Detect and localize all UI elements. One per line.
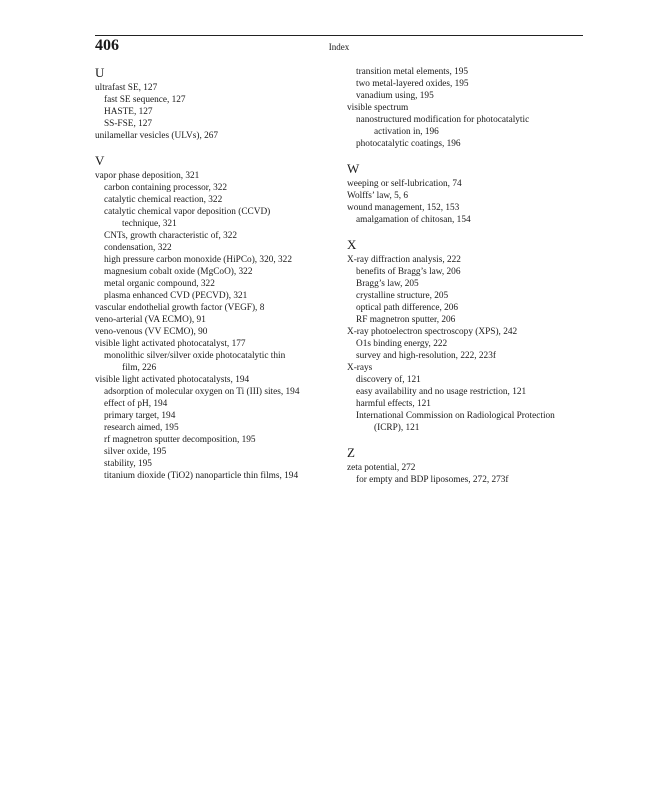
index-subentry: HASTE, 127 (104, 107, 153, 117)
index-subentry: crystalline structure, 205 (356, 291, 449, 301)
index-entry: unilamellar vesicles (ULVs), 267 (95, 131, 219, 141)
index-subentry: Bragg’s law, 205 (356, 279, 419, 289)
index-column-left (95, 66, 335, 494)
index-entry: veno-venous (VV ECMO), 90 (95, 327, 208, 337)
index-subentry: benefits of Bragg’s law, 206 (356, 267, 461, 277)
index-subentry: high pressure carbon monoxide (HiPCo), 320, 322 (104, 255, 292, 265)
index-entry: vascular endothelial growth factor (VEGF), 8 (95, 303, 265, 313)
index-subentry: fast SE sequence, 127 (104, 95, 186, 105)
index-subentry: titanium dioxide (TiO2) nanoparticle thin films, 194 (104, 471, 299, 481)
index-subentry: metal organic compound, 322 (104, 279, 215, 289)
index-entry: X-ray photoelectron spectroscopy (XPS), 242 (347, 327, 518, 337)
index-subentry-continuation: film, 226 (122, 363, 157, 373)
index-subentry: magnesium cobalt oxide (MgCoO), 322 (104, 267, 253, 277)
index-subentry: primary target, 194 (104, 411, 176, 421)
index-subentry: photocatalytic coatings, 196 (356, 139, 461, 149)
index-subentry-continuation: technique, 321 (122, 219, 177, 229)
index-section-v (95, 154, 335, 482)
index-subentry: research aimed, 195 (104, 423, 179, 433)
index-section-v-continued (347, 66, 587, 150)
index-subentry: nanostructured modification for photocatalytic (356, 115, 530, 125)
index-subentry: effect of pH, 194 (104, 399, 168, 409)
section-letter: X (347, 237, 357, 252)
index-entry: visible light activated photocatalyst, 177 (95, 339, 246, 349)
index-subentry: survey and high-resolution, 222, 223f (356, 351, 496, 361)
index-subentry: for empty and BDP liposomes, 272, 273f (356, 475, 509, 485)
index-section-w (347, 162, 587, 226)
index-entry: X-rays (347, 363, 373, 373)
index-subentry: catalytic chemical vapor deposition (CCVD) (104, 207, 271, 217)
index-entry: zeta potential, 272 (347, 463, 416, 473)
index-section-u (95, 66, 335, 142)
index-subentry: vanadium using, 195 (356, 91, 434, 101)
index-subentry: easy availability and no usage restriction, 121 (356, 387, 527, 397)
section-letter: W (347, 161, 360, 176)
index-column-right (347, 66, 587, 498)
index-subentry: rf magnetron sputter decomposition, 195 (104, 435, 256, 445)
index-subentry: harmful effects, 121 (356, 399, 431, 409)
index-subentry: two metal-layered oxides, 195 (356, 79, 469, 89)
index-subentry-continuation: (ICRP), 121 (374, 423, 420, 433)
index-entry: weeping or self-lubrication, 74 (347, 179, 462, 189)
index-section-z (347, 446, 587, 486)
index-subentry: transition metal elements, 195 (356, 67, 469, 77)
index-subentry: RF magnetron sputter, 206 (356, 315, 456, 325)
index-entry: Wolffs’ law, 5, 6 (347, 191, 409, 201)
section-letter: U (95, 65, 105, 80)
index-entry: wound management, 152, 153 (347, 203, 460, 213)
index-subentry: optical path difference, 206 (356, 303, 459, 313)
running-head: Index (328, 42, 350, 52)
header-rule (95, 35, 583, 36)
index-subentry: International Commission on Radiological Protection (356, 411, 555, 421)
index-subentry: catalytic chemical reaction, 322 (104, 195, 223, 205)
index-subentry-continuation: activation in, 196 (374, 127, 439, 137)
index-subentry: plasma enhanced CVD (PECVD), 321 (104, 291, 248, 301)
index-section-x (347, 238, 587, 434)
page-number: 406 (95, 37, 119, 54)
index-subentry: condensation, 322 (104, 243, 172, 253)
index-subentry: O1s binding energy, 222 (356, 339, 448, 349)
section-letter: V (95, 153, 105, 168)
index-subentry: adsorption of molecular oxygen on Ti (III) sites, 194 (104, 387, 300, 397)
index-subentry: CNTs, growth characteristic of, 322 (104, 231, 238, 241)
index-entry: ultrafast SE, 127 (95, 83, 158, 93)
index-entry: vapor phase deposition, 321 (95, 171, 200, 181)
index-subentry: carbon containing processor, 322 (104, 183, 228, 193)
index-subentry: stability, 195 (104, 459, 152, 469)
index-subentry: monolithic silver/silver oxide photocatalytic thin (104, 351, 286, 361)
index-subentry: discovery of, 121 (356, 375, 421, 385)
index-subentry: silver oxide, 195 (104, 447, 167, 457)
page-header (95, 37, 583, 57)
index-subentry: SS-FSE, 127 (104, 119, 153, 129)
index-subentry: amalgamation of chitosan, 154 (356, 215, 471, 225)
index-entry: veno-arterial (VA ECMO), 91 (95, 315, 206, 325)
index-entry: visible spectrum (347, 103, 409, 113)
section-letter: Z (347, 445, 355, 460)
index-entry: X-ray diffraction analysis, 222 (347, 255, 461, 265)
index-entry: visible light activated photocatalysts, 194 (95, 375, 250, 385)
